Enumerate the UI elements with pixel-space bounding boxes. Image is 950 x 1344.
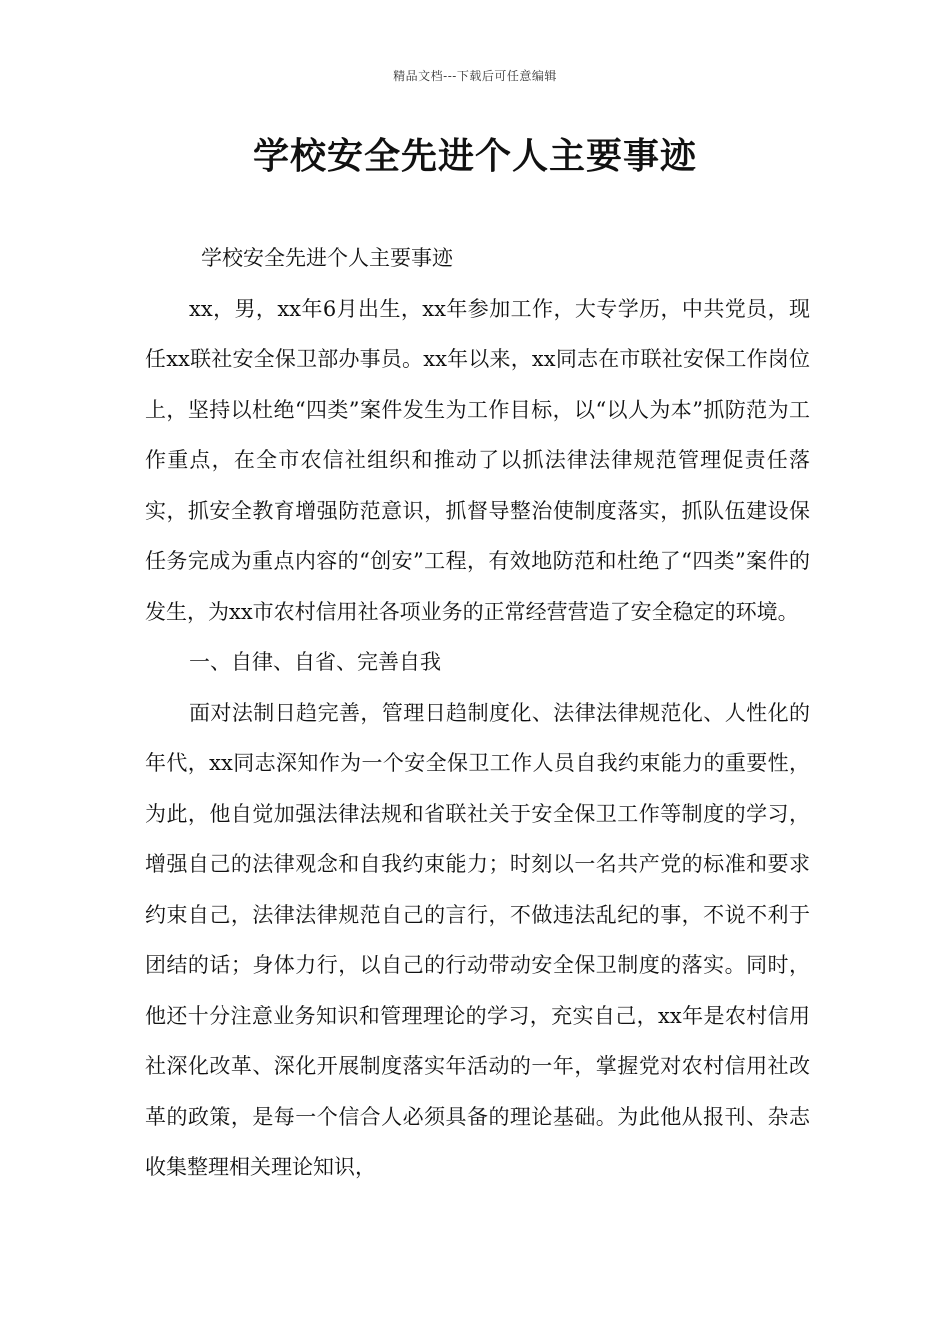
document-body bbox=[145, 233, 810, 1193]
section-heading: 一、自律、自省、完善自我 bbox=[189, 650, 441, 674]
header-watermark: 精品文档---下载后可任意编辑 bbox=[393, 69, 557, 83]
paragraph-self-discipline: 面对法制日趋完善，管理日趋制度化、法律法律规范化、人性化的年代，xx同志深知作为一个安全保卫工作人员自我约束能力的重要性，为此，他自觉加强法律法规和省联社关于安全保卫工作等制度的学习，增强自己的法律观念和自我约束能力；时刻以一名共产党的标准和要求约束自己，法律法律规范自己的言行，不做违法乱纪的事，不说不利于团结的话；身体力行，以自己的行动带动安全保卫制度的落实。同时，他还十分注意业务知识和管理理论的学习，充实自己，xx年是农村信用社深化改革、深化开展制度落实年活动的一年，掌握党对农村信用社改革的政策，是每一个信合人必须具备的理论基础。为此他从报刊、杂志收集整理相关理论知识， bbox=[145, 700, 810, 1179]
paragraph-intro: xx，男，xx年6月出生，xx年参加工作，大专学历，中共党员，现任xx联社安全保卫部办事员。xx年以来，xx同志在市联社安保工作岗位上，坚持以杜绝“四类”案件发生为工作目标，以“以人为本”抓防范为工作重点，在全市农信社组织和推动了以抓法律法律规范管理促责任落实，抓安全教育增强防范意识，抓督导整治使制度落实，抓队伍建设保任务完成为重点内容的“创安”工程，有效地防范和杜绝了“四类”案件的发生，为xx市农村信用社各项业务的正常经营营造了安全稳定的环境。 bbox=[145, 296, 810, 624]
document-subtitle: 学校安全先进个人主要事迹 bbox=[201, 246, 453, 270]
page-title: 学校安全先进个人主要事迹 bbox=[252, 136, 697, 177]
